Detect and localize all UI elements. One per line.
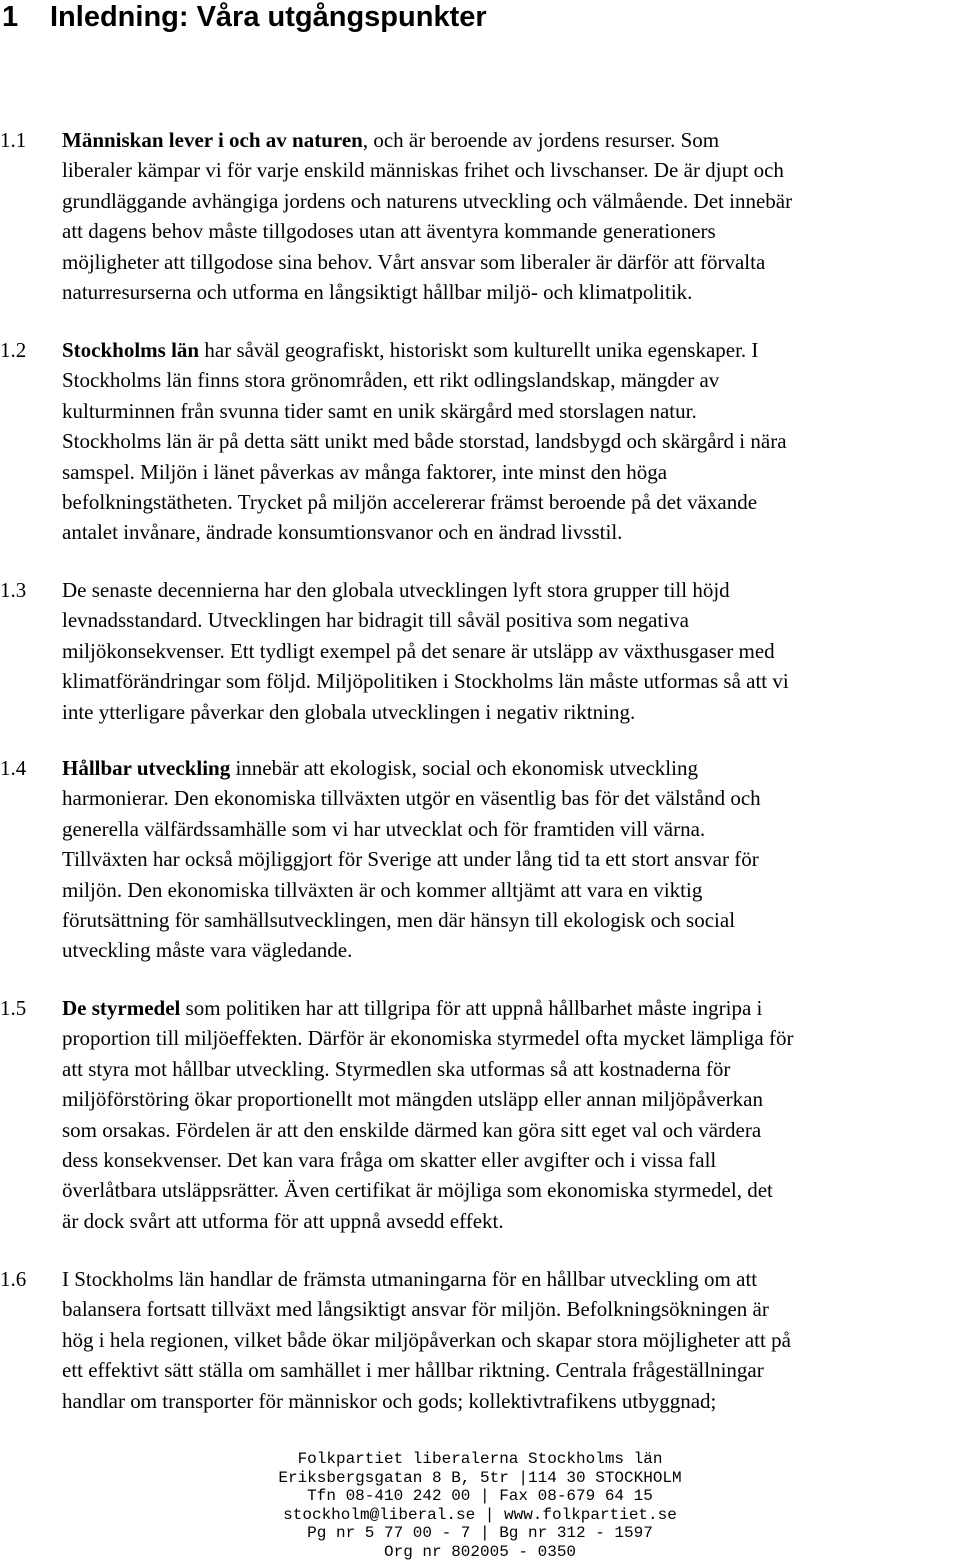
text-line	[62, 517, 960, 547]
footer-address: Eriksbergsgatan 8 B, 5tr |114 30 STOCKHOLM	[278, 1468, 682, 1487]
text-line	[62, 1115, 960, 1145]
text-line	[62, 605, 960, 635]
text-run: hög i hela regionen, vilket både ökar miljöpåverkan och skapar stora möjligheter att på	[62, 1327, 791, 1352]
section-number: 1.6	[0, 1267, 27, 1291]
text-run: De senaste decennierna har den globala utvecklingen lyft stora grupper till höjd	[62, 578, 730, 602]
text-run: som politiken har att tillgripa för att uppnå hållbarhet måste ingripa i	[180, 996, 763, 1020]
text-run: harmonierar. Den ekonomiska tillväxten utgör en väsentlig bas för det välstånd och	[62, 786, 761, 811]
text-line	[62, 426, 960, 456]
text-run: som orsakas. Fördelen är att den enskilde därmed kan göra sitt eget val och värdera	[62, 1117, 762, 1142]
text-run: Tillväxten har också möjliggjort för Sverige att under lång tid ta ett stort ansvar för	[62, 847, 759, 872]
text-run: att dagens behov måste tillgodoses utan att äventyra kommande generationers	[62, 219, 716, 244]
text-run: balansera fortsatt tillväxt med långsiktigt ansvar för miljön. Befolkningsökningen är	[62, 1297, 769, 1322]
text-run: Stockholms län är på detta sätt unikt med både storstad, landsbygd och skärgård i nära	[62, 429, 787, 454]
text-line	[62, 1023, 960, 1053]
text-line	[62, 335, 960, 365]
page-footer	[0, 1450, 960, 1562]
text-run: ett effektivt sätt ställa om samhället i mer hållbar riktning. Centrala frågeställningar	[62, 1358, 764, 1383]
text-line	[62, 186, 960, 216]
section-number: 1.4	[0, 756, 27, 780]
text-run: dess konsekvenser. Det kan vara fråga om skatter eller avgifter och i vissa fall	[62, 1148, 717, 1173]
section-number: 1.5	[0, 996, 27, 1020]
text-run: Stockholms län finns stora grönområden, ett rikt odlingslandskap, mängder av	[62, 368, 720, 393]
page-heading	[2, 0, 487, 35]
text-run: proportion till miljöeffekten. Därför är ekonomiska styrmedel ofta mycket lämpliga för	[62, 1026, 794, 1051]
text-line	[62, 1264, 960, 1294]
bold-term: Stockholms län	[62, 338, 200, 362]
text-run: naturresurserna och utforma en långsiktigt hållbar miljö- och klimatpolitik.	[62, 280, 693, 305]
text-line	[62, 993, 960, 1023]
text-line	[62, 1084, 960, 1114]
text-line	[62, 247, 960, 277]
text-line	[62, 457, 960, 487]
section-1-5	[0, 993, 960, 1236]
text-line	[62, 1355, 960, 1385]
text-line	[62, 1325, 960, 1355]
text-run: befolkningstätheten. Trycket på miljön accelererar främst beroende på det växande	[62, 490, 758, 515]
text-run: klimatförändringar som följd. Miljöpolitiken i Stockholms län måste utformas så att vi	[62, 669, 789, 694]
text-line	[62, 697, 960, 727]
text-line	[62, 753, 960, 783]
text-run: möjligheter att tillgodose sina behov. Vårt ansvar som liberaler är därför att förvalta	[62, 249, 766, 274]
text-run: överlåtbara utsläppsrätter. Även certifikat är möjliga som ekonomiska styrmedel, det	[62, 1178, 773, 1203]
section-text	[62, 1264, 960, 1416]
text-run: grundläggande avhängiga jordens och naturens utveckling och välmående. Det innebär	[62, 188, 793, 213]
text-run: miljöförstöring ökar proportionellt mot mängden utsläpp eller annan miljöpåverkan	[62, 1087, 763, 1112]
text-line	[62, 396, 960, 426]
text-run: generella välfärdssamhälle som vi har utvecklat och för framtiden vill värna.	[62, 816, 706, 841]
text-run: innebär att ekologisk, social och ekonomisk utveckling	[230, 756, 698, 780]
section-text	[62, 125, 960, 307]
text-line	[62, 1386, 960, 1416]
footer-phone-fax: Tfn 08-410 242 00 | Fax 08-679 64 15	[307, 1487, 653, 1506]
text-run: har såväl geografiskt, historiskt som kulturellt unika egenskaper. I	[199, 338, 759, 362]
text-run: levnadsstandard. Utvecklingen har bidragit till såväl positiva som negativa	[62, 608, 689, 633]
text-line	[62, 277, 960, 307]
footer-organization: Folkpartiet liberalerna Stockholms län	[297, 1450, 663, 1468]
text-run: liberaler kämpar vi för varje enskild människas frihet och livschanser. De är djupt och	[62, 158, 784, 183]
text-run: handlar om transporter för människor och gods; kollektivtrafikens utbyggnad;	[62, 1388, 717, 1413]
text-run: antalet invånare, ändrade konsumtionsvanor och en ändrad livsstil.	[62, 520, 623, 545]
text-run: miljökonsekvenser. Ett tydligt exempel på det senare är utsläpp av växthusgaser med	[62, 638, 775, 663]
text-run: samspel. Miljön i länet påverkas av många faktorer, inte minst den höga	[62, 459, 668, 484]
footer-giro: Pg nr 5 77 00 - 7 | Bg nr 312 - 1597	[307, 1524, 653, 1543]
text-line	[62, 1175, 960, 1205]
text-run: att styra mot hållbar utveckling. Styrmedlen ska utformas så att kostnaderna för	[62, 1056, 731, 1081]
text-run: miljön. Den ekonomiska tillväxten är och kommer alltjämt att vara en viktig	[62, 877, 703, 902]
bold-term: Hållbar utveckling	[62, 756, 231, 780]
text-line	[62, 935, 960, 965]
section-number: 1.1	[0, 128, 27, 152]
text-run: är dock svårt att utforma för att uppnå avsedd effekt.	[62, 1208, 504, 1233]
section-1-6	[0, 1264, 960, 1416]
section-text	[62, 335, 960, 548]
text-line	[62, 814, 960, 844]
section-text	[62, 993, 960, 1236]
text-run: inte ytterligare påverkar den globala utvecklingen i negativ riktning.	[62, 699, 636, 724]
text-line	[62, 155, 960, 185]
footer-email-web: stockholm@liberal.se | www.folkpartiet.se	[283, 1505, 677, 1524]
text-line	[62, 1054, 960, 1084]
section-text	[62, 753, 960, 966]
text-run: , och är beroende av jordens resurser. Som	[362, 128, 720, 152]
heading-title: Inledning: Våra utgångspunkter	[50, 1, 487, 33]
bold-term: De styrmedel	[62, 996, 181, 1020]
text-line	[62, 216, 960, 246]
text-line	[62, 636, 960, 666]
text-line	[62, 1206, 960, 1236]
text-run: I Stockholms län handlar de främsta utmaningarna för en hållbar utveckling om att	[62, 1267, 758, 1291]
section-number: 1.2	[0, 338, 27, 362]
section-text	[62, 575, 960, 727]
heading-number: 1	[2, 1, 19, 33]
text-line	[62, 905, 960, 935]
text-run: kulturminnen från svunna tider samt en unik skärgård med storslagen natur.	[62, 398, 697, 423]
section-1-4	[0, 753, 960, 966]
text-line	[62, 575, 960, 605]
section-1-1	[0, 125, 960, 307]
section-1-3	[0, 575, 960, 727]
text-run: förutsättning för samhällsutvecklingen, men där hänsyn till ekologisk och social	[62, 908, 736, 933]
text-run: utveckling måste vara vägledande.	[62, 938, 353, 963]
bold-term: Människan lever i och av naturen	[62, 128, 363, 152]
text-line	[62, 844, 960, 874]
text-line	[62, 487, 960, 517]
text-line	[62, 783, 960, 813]
text-line	[62, 125, 960, 155]
text-line	[62, 365, 960, 395]
section-number: 1.3	[0, 578, 27, 602]
text-line	[62, 666, 960, 696]
text-line	[62, 875, 960, 905]
section-1-2	[0, 335, 960, 548]
footer-org-number: Org nr 802005 - 0350	[383, 1542, 577, 1561]
text-line	[62, 1145, 960, 1175]
text-line	[62, 1294, 960, 1324]
